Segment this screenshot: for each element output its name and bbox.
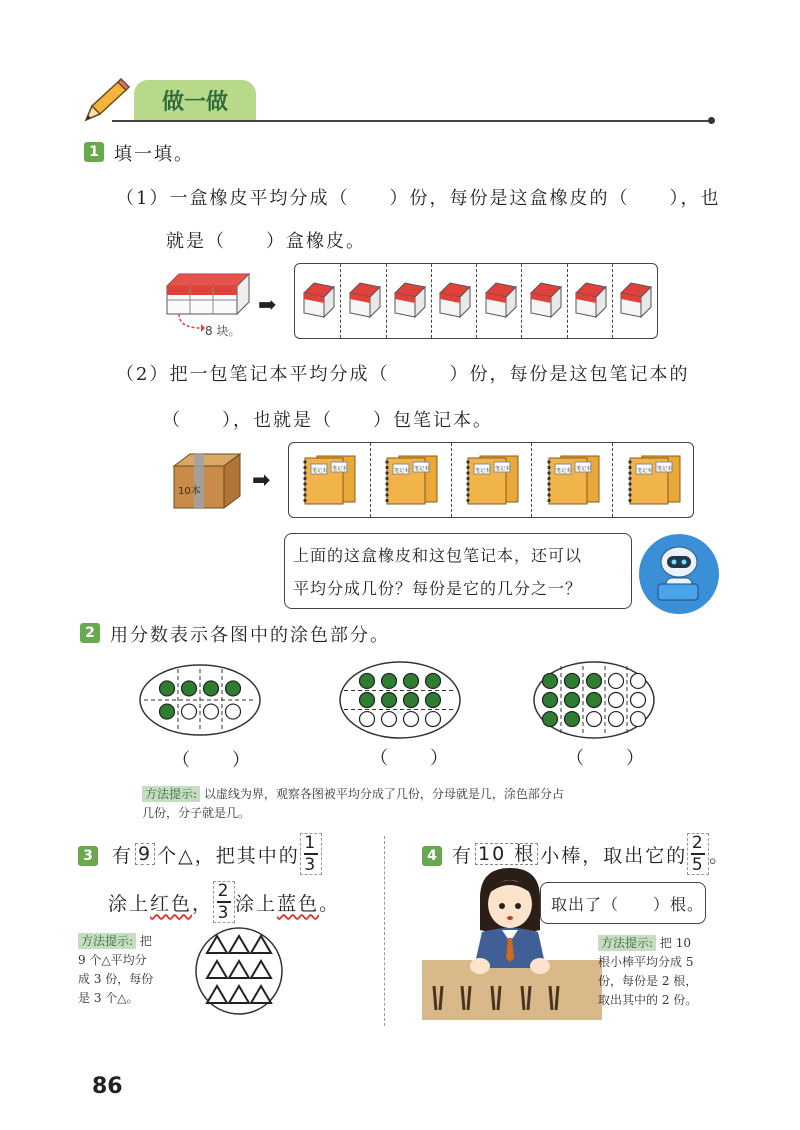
shaded-dot xyxy=(543,693,558,708)
eraser-icon xyxy=(346,281,382,321)
stick xyxy=(522,986,524,1010)
eraser-cell xyxy=(476,264,522,338)
stick xyxy=(468,986,470,1010)
stick xyxy=(492,986,494,1010)
eraser-icon xyxy=(391,281,427,321)
arrow-curve-icon xyxy=(175,314,205,334)
pencil-icon xyxy=(82,78,132,124)
q1-number: 1 xyxy=(84,142,104,162)
shaded-dot xyxy=(204,681,219,696)
shaded-dot xyxy=(565,712,580,727)
empty-dot xyxy=(426,712,441,727)
box-label: 10本 xyxy=(178,486,201,497)
q3-red: 红色 xyxy=(150,892,193,915)
page-number: 86 xyxy=(92,1074,123,1099)
girl-speech-bubble xyxy=(540,882,706,924)
q3-text-2: 个△，把其中的 xyxy=(157,844,300,867)
q1-title: 填一填。 xyxy=(114,144,194,165)
shaded-dot xyxy=(360,673,375,688)
shaded-dot xyxy=(360,693,375,708)
q4-fraction-num: 2 xyxy=(691,833,705,854)
eraser-icon xyxy=(482,281,518,321)
empty-dot xyxy=(631,673,646,688)
q3-text-4a: 涂上 xyxy=(235,892,278,915)
notebook-box-icon xyxy=(170,450,244,512)
q3-fraction-1-num: 1 xyxy=(304,833,318,854)
empty-dot xyxy=(631,712,646,727)
eraser-cell xyxy=(386,264,432,338)
q3-text-3a: 涂上 xyxy=(108,892,151,915)
shaded-dot xyxy=(382,673,397,688)
header-title: 做一做 xyxy=(161,89,228,115)
empty-dot xyxy=(587,712,602,727)
eraser-icon xyxy=(617,281,653,321)
q3-line1 xyxy=(112,830,322,878)
eraser-cell xyxy=(567,264,613,338)
eraser-icon xyxy=(572,281,608,321)
q3-fraction-1-den: 3 xyxy=(304,854,318,875)
q3-tip-line-3: 是 3 个△。 xyxy=(78,991,139,1005)
shaded-dot xyxy=(160,681,175,696)
q2-tip-text-1: 以虚线为界，观察各图被平均分成了几份，分母就是几，涂色部分占 xyxy=(203,787,564,801)
q2-figure-3 xyxy=(532,660,656,740)
eraser-row xyxy=(294,263,658,339)
empty-dot xyxy=(360,712,375,727)
q4-text-3: 。 xyxy=(709,844,731,867)
shaded-dot xyxy=(182,681,197,696)
q3-tip-label: 方法提示: xyxy=(78,933,136,949)
empty-dot xyxy=(609,673,624,688)
q4-tip-line-3: 取出其中的 2 份。 xyxy=(598,993,698,1007)
eraser-icon xyxy=(527,281,563,321)
q3-fraction-2 xyxy=(213,881,235,923)
q4-tip xyxy=(598,934,728,1010)
q2-tip-label: 方法提示: xyxy=(142,786,200,802)
q3-fraction-2-den: 3 xyxy=(217,902,231,923)
q4-tip-text-0: 把 10 xyxy=(659,936,691,950)
stick xyxy=(462,986,464,1010)
notebook-icon xyxy=(462,454,522,506)
q3-text-1: 有 xyxy=(112,844,134,867)
q3-tip-line-2: 成 3 份，每份 xyxy=(78,972,154,986)
q3-blue: 蓝色 xyxy=(277,892,320,915)
svg-text:笔记本: 笔记本 xyxy=(494,466,510,472)
q3-tip-text-0: 把 xyxy=(139,934,152,948)
q2-number: 2 xyxy=(80,623,100,643)
q2-figure-1 xyxy=(138,663,262,737)
q3-line2 xyxy=(108,878,340,926)
q1-part1-line1: （1）一盒橡皮平均分成（ ）份，每份是这盒橡皮的（ ），也 xyxy=(116,188,721,209)
stick xyxy=(498,986,500,1010)
q1-part1-line2: 就是（ ）盒橡皮。 xyxy=(166,231,366,252)
robot-icon xyxy=(638,532,720,616)
notebook-cell xyxy=(289,443,370,517)
q4-number: 4 xyxy=(422,846,442,866)
girl-bubble-text: 取出了（ ）根。 xyxy=(551,895,705,914)
eraser-icon xyxy=(436,281,472,321)
q2-tip xyxy=(142,785,732,823)
svg-text:笔记本: 笔记本 xyxy=(394,468,410,474)
eraser-count-note: 8 块。 xyxy=(205,324,241,338)
stick xyxy=(434,986,436,1010)
q3-fraction-2-num: 2 xyxy=(217,881,231,902)
shaded-dot xyxy=(587,673,602,688)
shaded-dot xyxy=(404,693,419,708)
q3-fraction-1 xyxy=(300,833,322,875)
svg-text:笔记本: 笔记本 xyxy=(555,468,571,474)
column-divider xyxy=(384,836,385,1026)
shaded-dot xyxy=(382,693,397,708)
q4-tip-line-2: 份，每份是 2 根， xyxy=(598,974,698,988)
eraser-cell xyxy=(612,264,658,338)
empty-dot xyxy=(182,704,197,719)
stick xyxy=(550,986,552,1010)
q2-figure-2 xyxy=(338,660,462,740)
stick xyxy=(556,986,558,1010)
shaded-dot xyxy=(404,673,419,688)
notebook-cell xyxy=(370,443,452,517)
robot-speech-bubble xyxy=(284,533,632,609)
q4-count: 10 根 xyxy=(475,843,538,865)
right-arrow-icon-2: ➡ xyxy=(252,468,271,493)
header-rule xyxy=(112,120,712,122)
notebook-icon xyxy=(543,454,603,506)
svg-text:笔记本: 笔记本 xyxy=(312,468,328,474)
eraser-cell xyxy=(295,264,340,338)
notebook-row xyxy=(288,442,694,518)
q2-title: 用分数表示各图中的涂色部分。 xyxy=(110,625,390,646)
q3-text-4b: 。 xyxy=(319,892,341,915)
shaded-dot xyxy=(543,712,558,727)
q4-fraction xyxy=(687,833,709,875)
q3-count: 9 xyxy=(135,843,155,865)
q4-fraction-den: 5 xyxy=(691,854,705,875)
empty-dot xyxy=(404,712,419,727)
shaded-dot xyxy=(226,681,241,696)
notebook-cell xyxy=(451,443,533,517)
eraser-cell xyxy=(340,264,386,338)
eraser-icon xyxy=(300,281,336,321)
notebook-icon xyxy=(381,454,441,506)
stick xyxy=(528,986,530,1010)
q2-answer-3: （ ） xyxy=(566,748,646,769)
notebook-icon xyxy=(299,454,359,506)
empty-dot xyxy=(382,712,397,727)
q4-text-2: 小棒，取出它的 xyxy=(540,844,688,867)
shaded-dot xyxy=(426,673,441,688)
stick xyxy=(440,986,442,1010)
eraser-stack xyxy=(165,270,250,340)
svg-text:笔记本: 笔记本 xyxy=(332,466,348,472)
svg-text:笔记本: 笔记本 xyxy=(656,466,672,472)
svg-text:笔记本: 笔记本 xyxy=(575,466,591,472)
triangle-circle xyxy=(194,926,284,1016)
q3-text-3b: ， xyxy=(192,892,214,915)
q3-tip xyxy=(78,932,188,1008)
empty-dot xyxy=(609,693,624,708)
eraser-cell xyxy=(431,264,477,338)
q4-tip-label: 方法提示: xyxy=(598,935,656,951)
shaded-dot xyxy=(543,673,558,688)
header-rule-dot xyxy=(708,117,715,124)
eraser-cell xyxy=(521,264,567,338)
header xyxy=(82,76,722,128)
shaded-dot xyxy=(587,693,602,708)
q2-tip-text-2: 几份，分子就是几。 xyxy=(142,806,251,820)
notebook-cell xyxy=(612,443,694,517)
q2-answer-2: （ ） xyxy=(370,748,450,769)
q3-number: 3 xyxy=(78,846,98,866)
header-tab xyxy=(134,80,256,120)
svg-text:笔记本: 笔记本 xyxy=(474,468,490,474)
q4-tip-line-1: 根小棒平均分成 5 xyxy=(598,955,694,969)
shaded-dot xyxy=(565,673,580,688)
empty-dot xyxy=(226,704,241,719)
q3-tip-line-1: 9 个△平均分 xyxy=(78,953,147,967)
bubble-line-1: 上面的这盒橡皮和这包笔记本，还可以 xyxy=(293,546,583,565)
empty-dot xyxy=(609,712,624,727)
q4-text-1: 有 xyxy=(452,844,474,867)
notebook-cell xyxy=(531,443,613,517)
svg-text:笔记本: 笔记本 xyxy=(414,466,430,472)
eraser-box-icon xyxy=(165,270,250,318)
q1-part2-line1: （2）把一包笔记本平均分成（ ）份，每份是这包笔记本的 xyxy=(116,364,690,385)
q2-answer-1: （ ） xyxy=(172,750,252,771)
shaded-dot xyxy=(565,693,580,708)
shaded-dot xyxy=(426,693,441,708)
right-arrow-icon: ➡ xyxy=(258,292,277,318)
empty-dot xyxy=(204,704,219,719)
shaded-dot xyxy=(160,704,175,719)
q1-part2-line2: （ ），也就是（ ）包笔记本。 xyxy=(162,410,493,431)
bubble-line-2: 平均分成几份？每份是它的几分之一？ xyxy=(293,579,583,598)
empty-dot xyxy=(631,693,646,708)
notebook-icon xyxy=(624,454,684,506)
svg-text:笔记本: 笔记本 xyxy=(636,468,652,474)
